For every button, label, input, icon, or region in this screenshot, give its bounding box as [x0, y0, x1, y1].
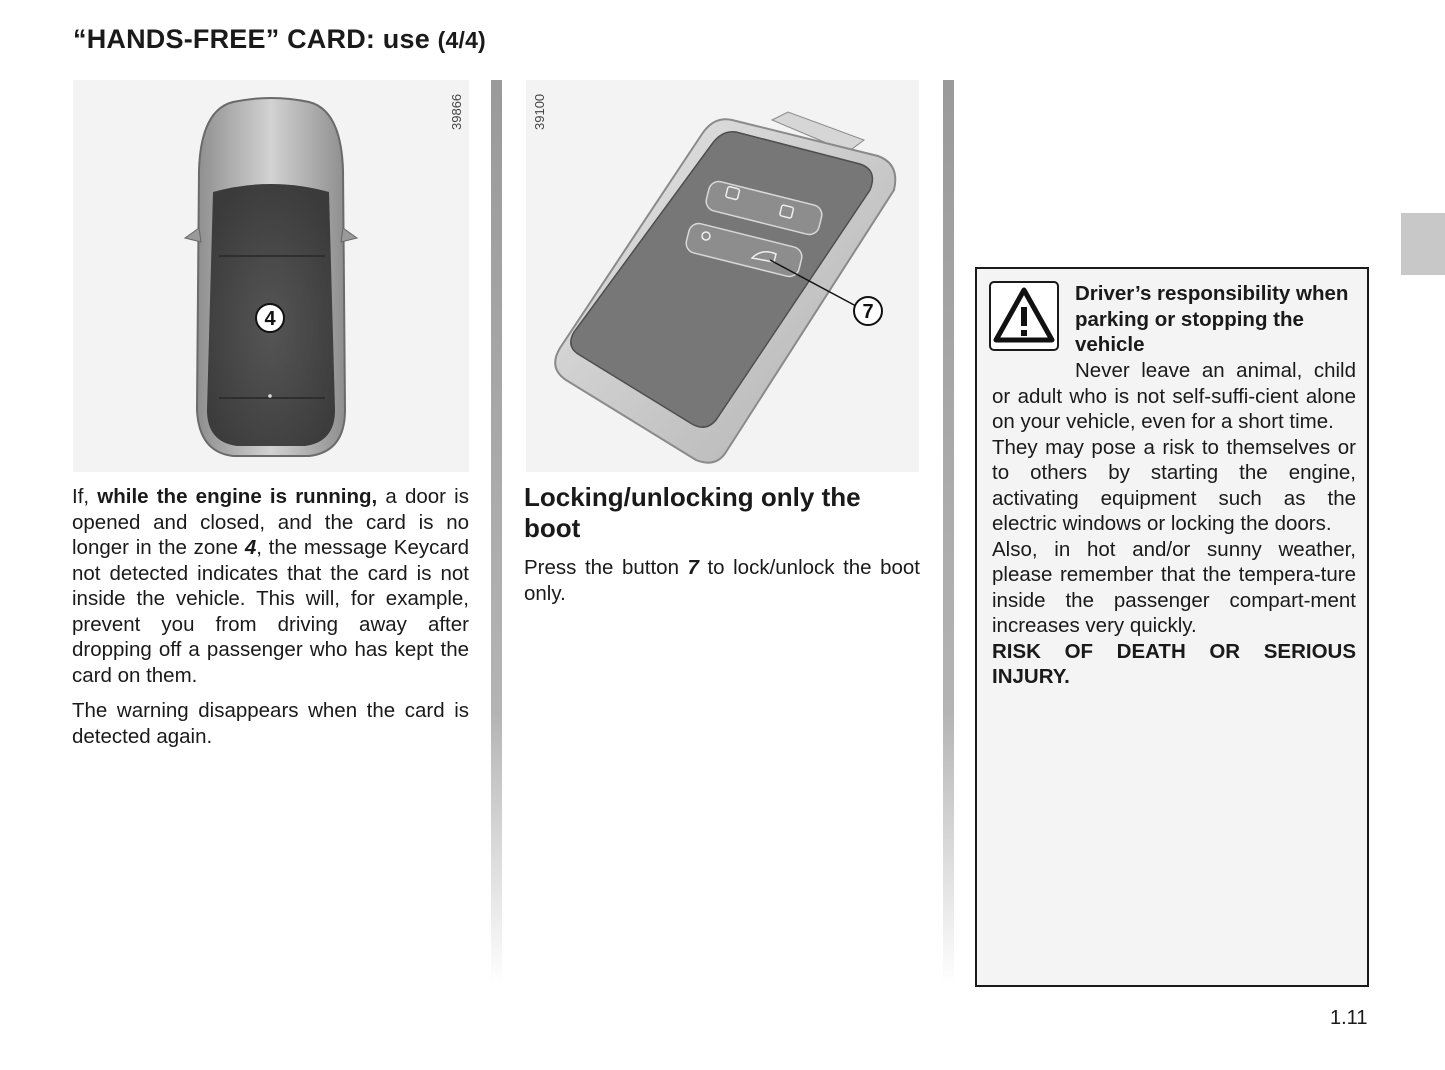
boot-button-paragraph: Press the button 7 to lock/unlock the boot only.	[524, 556, 921, 605]
warning-box	[975, 267, 1369, 987]
page-title	[73, 24, 486, 55]
warning-paragraph: Never leave an animal, child or adult who is not self-suffi-cient alone on your vehicle, even for a short time.	[992, 359, 1356, 433]
left-column-text	[72, 484, 469, 749]
page-number: 1.11	[1330, 1007, 1368, 1029]
engine-running-paragraph: If, while the engine is running, a door is opened and closed, and the card is no longer in the zone 4, the message Keycard not detected indicates that the card is not inside the vehicle. This will, for example, prevent you from driving away after dropping off a passenger who has kept the card on them.	[72, 485, 469, 687]
hands-free-card-figure	[526, 80, 919, 472]
warning-triangle-icon	[989, 281, 1059, 351]
callout-marker	[852, 295, 884, 327]
page-title-main: “HANDS-FREE” CARD: use	[73, 24, 430, 54]
emphasis: while the engine is running,	[97, 485, 378, 508]
car-top-view-figure	[73, 80, 469, 472]
callout-marker	[254, 302, 286, 334]
zone-reference: 4	[244, 536, 257, 559]
warning-paragraph: They may pose a risk to themselves or to others by starting the engine, activating equipment such as the electric windows or locking the doors.	[992, 435, 1356, 535]
figure-number: 39100	[532, 93, 547, 130]
warning-heading: Driver’s responsibility when parking or stopping the vehicle	[1075, 282, 1349, 356]
middle-column-text	[524, 555, 920, 606]
button-reference: 7	[687, 556, 699, 579]
callout-label: 4	[264, 308, 276, 330]
section-tab	[1401, 213, 1445, 275]
warning-paragraph: Also, in hot and/or sunny weather, please remember that the tempera-ture inside the passenger compart-ment increases very quickly.	[992, 537, 1356, 637]
page-title-part: (4/4)	[437, 27, 486, 53]
warning-disappears-paragraph: The warning disappears when the card is detected again.	[72, 699, 469, 748]
section-heading: Locking/unlocking only the boot	[524, 482, 861, 543]
column-divider	[943, 80, 954, 985]
risk-statement: RISK OF DEATH OR SERIOUS INJURY.	[992, 639, 1356, 688]
callout-label: 7	[862, 301, 874, 323]
car-top-view-illustration	[73, 80, 469, 472]
warning-body	[992, 358, 1356, 690]
column-divider	[491, 80, 502, 985]
hands-free-card-illustration	[526, 80, 919, 472]
figure-number: 39866	[449, 93, 464, 130]
